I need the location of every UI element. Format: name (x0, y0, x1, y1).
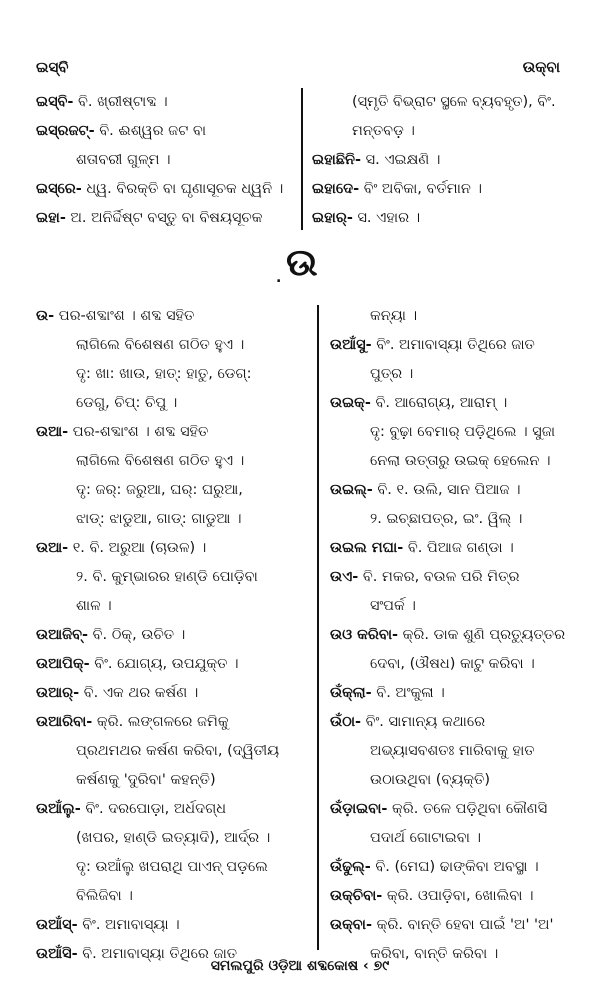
definition-text: ଶତାବରୀ ଗୁଳ୍ମ । (76, 152, 171, 168)
entry-line (330, 476, 578, 505)
definition-text: ଅଭ୍ୟାସବଶତଃ ମାରିବାକୁ ହାତ (370, 743, 535, 759)
definition-text: (ସ୍ମୃତି ବିଭ୍ରାଟ ସ୍ଥଳେ ବ୍ୟବହୃତ), ବିଂ. (352, 94, 556, 110)
definition-text: ଉଠାଉଥିବା (ବ୍ୟକ୍ତି) (370, 772, 491, 788)
left-guide-word: ଇସ୍‌ବି (36, 58, 69, 76)
headword: ଉଏ- (330, 569, 359, 585)
definition-text: ଡେଗୁ, ଚିପ୍: ଚିପୁ । (76, 395, 178, 411)
headword: ଉଁକ୍ଲା- (330, 685, 372, 701)
definition-text: କ୍ରି. ବାନ୍ତି ହେବା ପାଇଁ 'ଅ' 'ଅ' (372, 917, 554, 933)
definition-text: ବିଂ. ଯୋଗ୍ୟ, ଉପଯୁକ୍ତ । (89, 656, 239, 672)
top-right-column (312, 88, 572, 233)
headword: ଇସ୍‌ରେ- (36, 181, 82, 197)
bottom-left-column (36, 302, 314, 969)
definition-text: ଧ୍ୱ. ବିରକ୍ତି ବା ଘୃଣାସୂଚକ ଧ୍ୱନି । (81, 181, 284, 197)
definition-text: ସ. ଏଇକ୍ଷଣି । (361, 152, 441, 168)
definition-text: ବି. ଅମାବାସ୍ୟା ତିଥିରେ ଜାତ (77, 946, 238, 962)
entry-line (36, 360, 314, 389)
definition-text: ପର-ଶବ୍ଦାଂଶ । ଶବ୍ଦ ସହିତ (54, 308, 195, 324)
definition-text: ପଦାର୍ଥ ଗୋଟାଇବା । (370, 830, 482, 846)
entry-line (330, 679, 578, 708)
definition-text: ବି. ଈଶ୍ୱର ଜଟ ବା (94, 123, 207, 139)
entry-line (36, 204, 294, 233)
headword: ଉଁଠା- (330, 714, 362, 730)
definition-text: ବି. (ମେଘ) ଢାଙ୍କିବା ଅବସ୍ଥା । (370, 859, 539, 875)
definition-text: ବିଂ. ସାମାନ୍ୟ କଥାରେ (361, 714, 486, 730)
headword: ଇସ୍‌ରଜଟ୍- (36, 123, 95, 139)
entry-line (36, 853, 314, 882)
entry-line (36, 476, 314, 505)
definition-text: କ୍ରି. ଡାକ ଶୁଣି ପ୍ରତ୍ୟୁତ୍ତର (398, 627, 566, 643)
entry-line (330, 331, 578, 360)
entry-line (330, 766, 578, 795)
definition-text: ଲାଗିଲେ ବିଶେଷଣ ଗଠିତ ହୁଏ । (76, 337, 245, 353)
entry-line (330, 708, 578, 737)
right-guide-word: ଉକ୍‌ବା (522, 58, 560, 76)
entry-line (36, 331, 314, 360)
entry-line (36, 737, 314, 766)
definition-text: ଅ. ଅନିର୍ଦ୍ଦିଷ୍ଟ ବସ୍ତୁ ବା ବିଷୟସୂଚକ (65, 210, 263, 226)
definition-text: ନେଲା ଉତ୍ତାରୁ ଉଇକ୍ ହେଲେନ । (370, 453, 551, 469)
entry-line (330, 853, 578, 882)
entry-line (330, 592, 578, 621)
definition-text: କ୍ରି. ତଳେ ପଡ଼ିଥିବା କୌଣସି (387, 801, 548, 817)
headword: ଉଆଁଲୁ- (36, 801, 81, 817)
entry-line (312, 175, 572, 204)
top-left-column (36, 88, 294, 233)
page-footer: ସମଲପୁରି ଓଡ଼ିଆ ଶବ୍ଦକୋଷ ‹ ୭୯ (210, 958, 390, 974)
bottom-right-column (330, 302, 578, 969)
definition-text: ପର-ଶବ୍ଦାଂଶ । ଶବ୍ଦ ସହିତ (68, 424, 209, 440)
entry-line (330, 650, 578, 679)
entry-line (36, 679, 314, 708)
entry-line (330, 302, 578, 331)
entry-line (330, 882, 578, 911)
definition-text: କ୍ରି. ଲଙ୍ଗଳରେ ଜମିକୁ (92, 714, 229, 730)
definition-text: ଶାଳ । (76, 598, 112, 614)
entry-line (36, 824, 314, 853)
definition-text: ବିଂ ଅବିକା, ବର୍ତମାନ । (359, 181, 483, 197)
definition-text: ଲାଗିଲେ ବିଶେଷଣ ଗଠିତ ହୁଏ । (76, 453, 245, 469)
section-letter-heading: ଉ (286, 240, 318, 284)
entry-line (312, 146, 572, 175)
entry-line (36, 505, 314, 534)
entry-line (36, 146, 294, 175)
definition-text: ଦୃ: ଉଆଁଲୁ ଖପରାଥି ପାଏନ୍ ପଡ଼ଲେ (76, 859, 268, 875)
entry-line (330, 737, 578, 766)
headword: ଉକ୍‌ବା- (330, 917, 373, 933)
entry-line (330, 505, 578, 534)
definition-text: ବିଂ. ଅମାବାସ୍ୟା ତିଥିରେ ଜାତ (371, 337, 535, 353)
entry-line (36, 882, 314, 911)
entry-line (36, 418, 314, 447)
entry-line (330, 447, 578, 476)
definition-text: ପ୍ରଥମଥର କର୍ଷଣ କରିବା, (ଦ୍ୱିତୀୟ (76, 743, 280, 759)
definition-text: ବି. ଏକ ଥର କର୍ଷଣ । (79, 685, 199, 701)
definition-text: ସଂପର୍କ । (370, 598, 416, 614)
headword: ଉଇଲ୍- (330, 482, 373, 498)
headword: ଇହାଦେ- (312, 181, 360, 197)
entry-line (312, 117, 572, 146)
definition-text: (ଖପର, ହାଣ୍ଡି ଇତ୍ୟାଦି), ଆର୍ଦ୍ର । (76, 830, 271, 846)
headword: ଇହାର୍- (312, 210, 353, 226)
section-dot: . (276, 270, 282, 286)
headword: ଉଆଁସ୍- (36, 917, 78, 933)
definition-text: କନ୍ୟା । (370, 308, 418, 324)
definition-text: ସ. ଏହାର । (352, 210, 421, 226)
definition-text: କ୍ରି. ଓପାଡ଼ିବା, ଖୋଲିବା । (382, 888, 534, 904)
entry-line (330, 824, 578, 853)
definition-text: ମନ୍ତବଡ଼ । (352, 123, 415, 139)
headword: ଉଆ- (36, 424, 69, 440)
entry-line (36, 592, 314, 621)
headword: ଇସ୍‌ବି- (36, 94, 74, 110)
headword: ଉ- (36, 308, 55, 324)
definition-text: କର୍ଷଣକୁ 'ଦୁରିବା' କହନ୍ତି) (76, 772, 216, 788)
entry-line (36, 88, 294, 117)
headword: ଉଁଢୁଲ୍- (330, 859, 371, 875)
headword: ଉଆରିବା- (36, 714, 93, 730)
entry-line (330, 563, 578, 592)
definition-text: ବିଂ. ଅମାବାସ୍ୟା । (77, 917, 180, 933)
headword: ଉଆପିକ୍- (36, 656, 90, 672)
definition-text: ଦୃ: ବୁଢ଼ା ବେମାର୍ ପଡ଼ିଥିଲେ । ସୁଜା (370, 424, 556, 440)
headword: ଉଆର୍- (36, 685, 80, 701)
definition-text: ପୁତ୍ର । (370, 366, 414, 382)
headword: ଇହାଛିନି- (312, 152, 362, 168)
entry-line (36, 389, 314, 418)
bottom-column-divider (317, 305, 319, 950)
entry-line (36, 447, 314, 476)
entry-line (330, 360, 578, 389)
definition-text: ବି. ମକର, ବଉଳ ପରି ମିତ୍ର (358, 569, 520, 585)
definition-text: ବି. ଖ୍ରୀଷ୍ଟାବ୍ଦ । (73, 94, 168, 110)
headword: ଉଇଲ ମଘା- (330, 540, 404, 556)
definition-text: ୨. ଇଚ୍ଛାପତ୍ର, ଇଂ. ୱିଲ୍ । (370, 511, 523, 527)
definition-text: ୨. ବି. କୁମ୍ଭାରର ହାଣ୍ଡି ପୋଡ଼ିବା (76, 569, 258, 585)
entry-line (330, 534, 578, 563)
headword: ଉଆଁସି- (36, 946, 78, 962)
headword: ଉଁଡ଼ାଇବା- (330, 801, 388, 817)
entry-line (36, 117, 294, 146)
definition-text: ଦୃ: ଜର୍: ଜରୁଆ, ଘର୍: ଘରୁଆ, (76, 482, 243, 498)
definition-text: ବିଲିଜିବା । (76, 888, 133, 904)
headword: ଇହା- (36, 210, 66, 226)
entry-line (36, 563, 314, 592)
entry-line (36, 766, 314, 795)
definition-text: ବି. ଅଂକୁଳା । (371, 685, 445, 701)
entry-line (36, 302, 314, 331)
definition-text: ଝାଡ୍: ଝାଡୁଆ, ଗାଡ୍: ଗାଡୁଆ । (76, 511, 242, 527)
definition-text: ଦେବା, (ଔଷଧ) କାଟୁ କରିବା । (370, 656, 535, 672)
entry-line (36, 175, 294, 204)
definition-text: ବି. ଠିକ୍, ଉଚିତ । (88, 627, 186, 643)
entry-line (330, 911, 578, 940)
top-column-divider (301, 88, 303, 230)
headword: ଉଆଁସୁ- (330, 337, 372, 353)
headword: ଉଇକ୍- (330, 395, 371, 411)
headword: ଉକ୍‌ଚିବା- (330, 888, 383, 904)
entry-line (330, 795, 578, 824)
definition-text: କରିବା, ବାନ୍ତି କରିବା । (370, 946, 499, 962)
entry-line (36, 621, 314, 650)
definition-text: ଦୃ: ଖା: ଖାଉ, ହାତ୍: ହାତୁ, ଡେଗ୍: (76, 366, 252, 382)
definition-text: ବିଂ. ଦରପୋଡ଼ା, ଅର୍ଧଦଗ୍ଧ (80, 801, 227, 817)
entry-line (36, 795, 314, 824)
headword: ଉଆ- (36, 540, 69, 556)
definition-text: ୧. ବି. ଅରୁଆ (ଚାଉଳ) । (68, 540, 207, 556)
entry-line (312, 88, 572, 117)
entry-line (36, 911, 314, 940)
entry-line (36, 650, 314, 679)
entry-line (312, 204, 572, 233)
entry-line (36, 708, 314, 737)
definition-text: ବି. ୧. ଉଲି, ସାନ ପିଆଜ । (372, 482, 521, 498)
headword: ଉଓ କରିବା- (330, 627, 399, 643)
headword: ଉଆଜିବ୍- (36, 627, 89, 643)
entry-line (330, 389, 578, 418)
entry-line (330, 621, 578, 650)
definition-text: ବି. ଆରୋଗ୍ୟ, ଆରାମ୍ । (370, 395, 508, 411)
entry-line (330, 418, 578, 447)
definition-text: ବି. ପିଆଜ ଗଣ୍ଡା । (403, 540, 514, 556)
entry-line (36, 534, 314, 563)
